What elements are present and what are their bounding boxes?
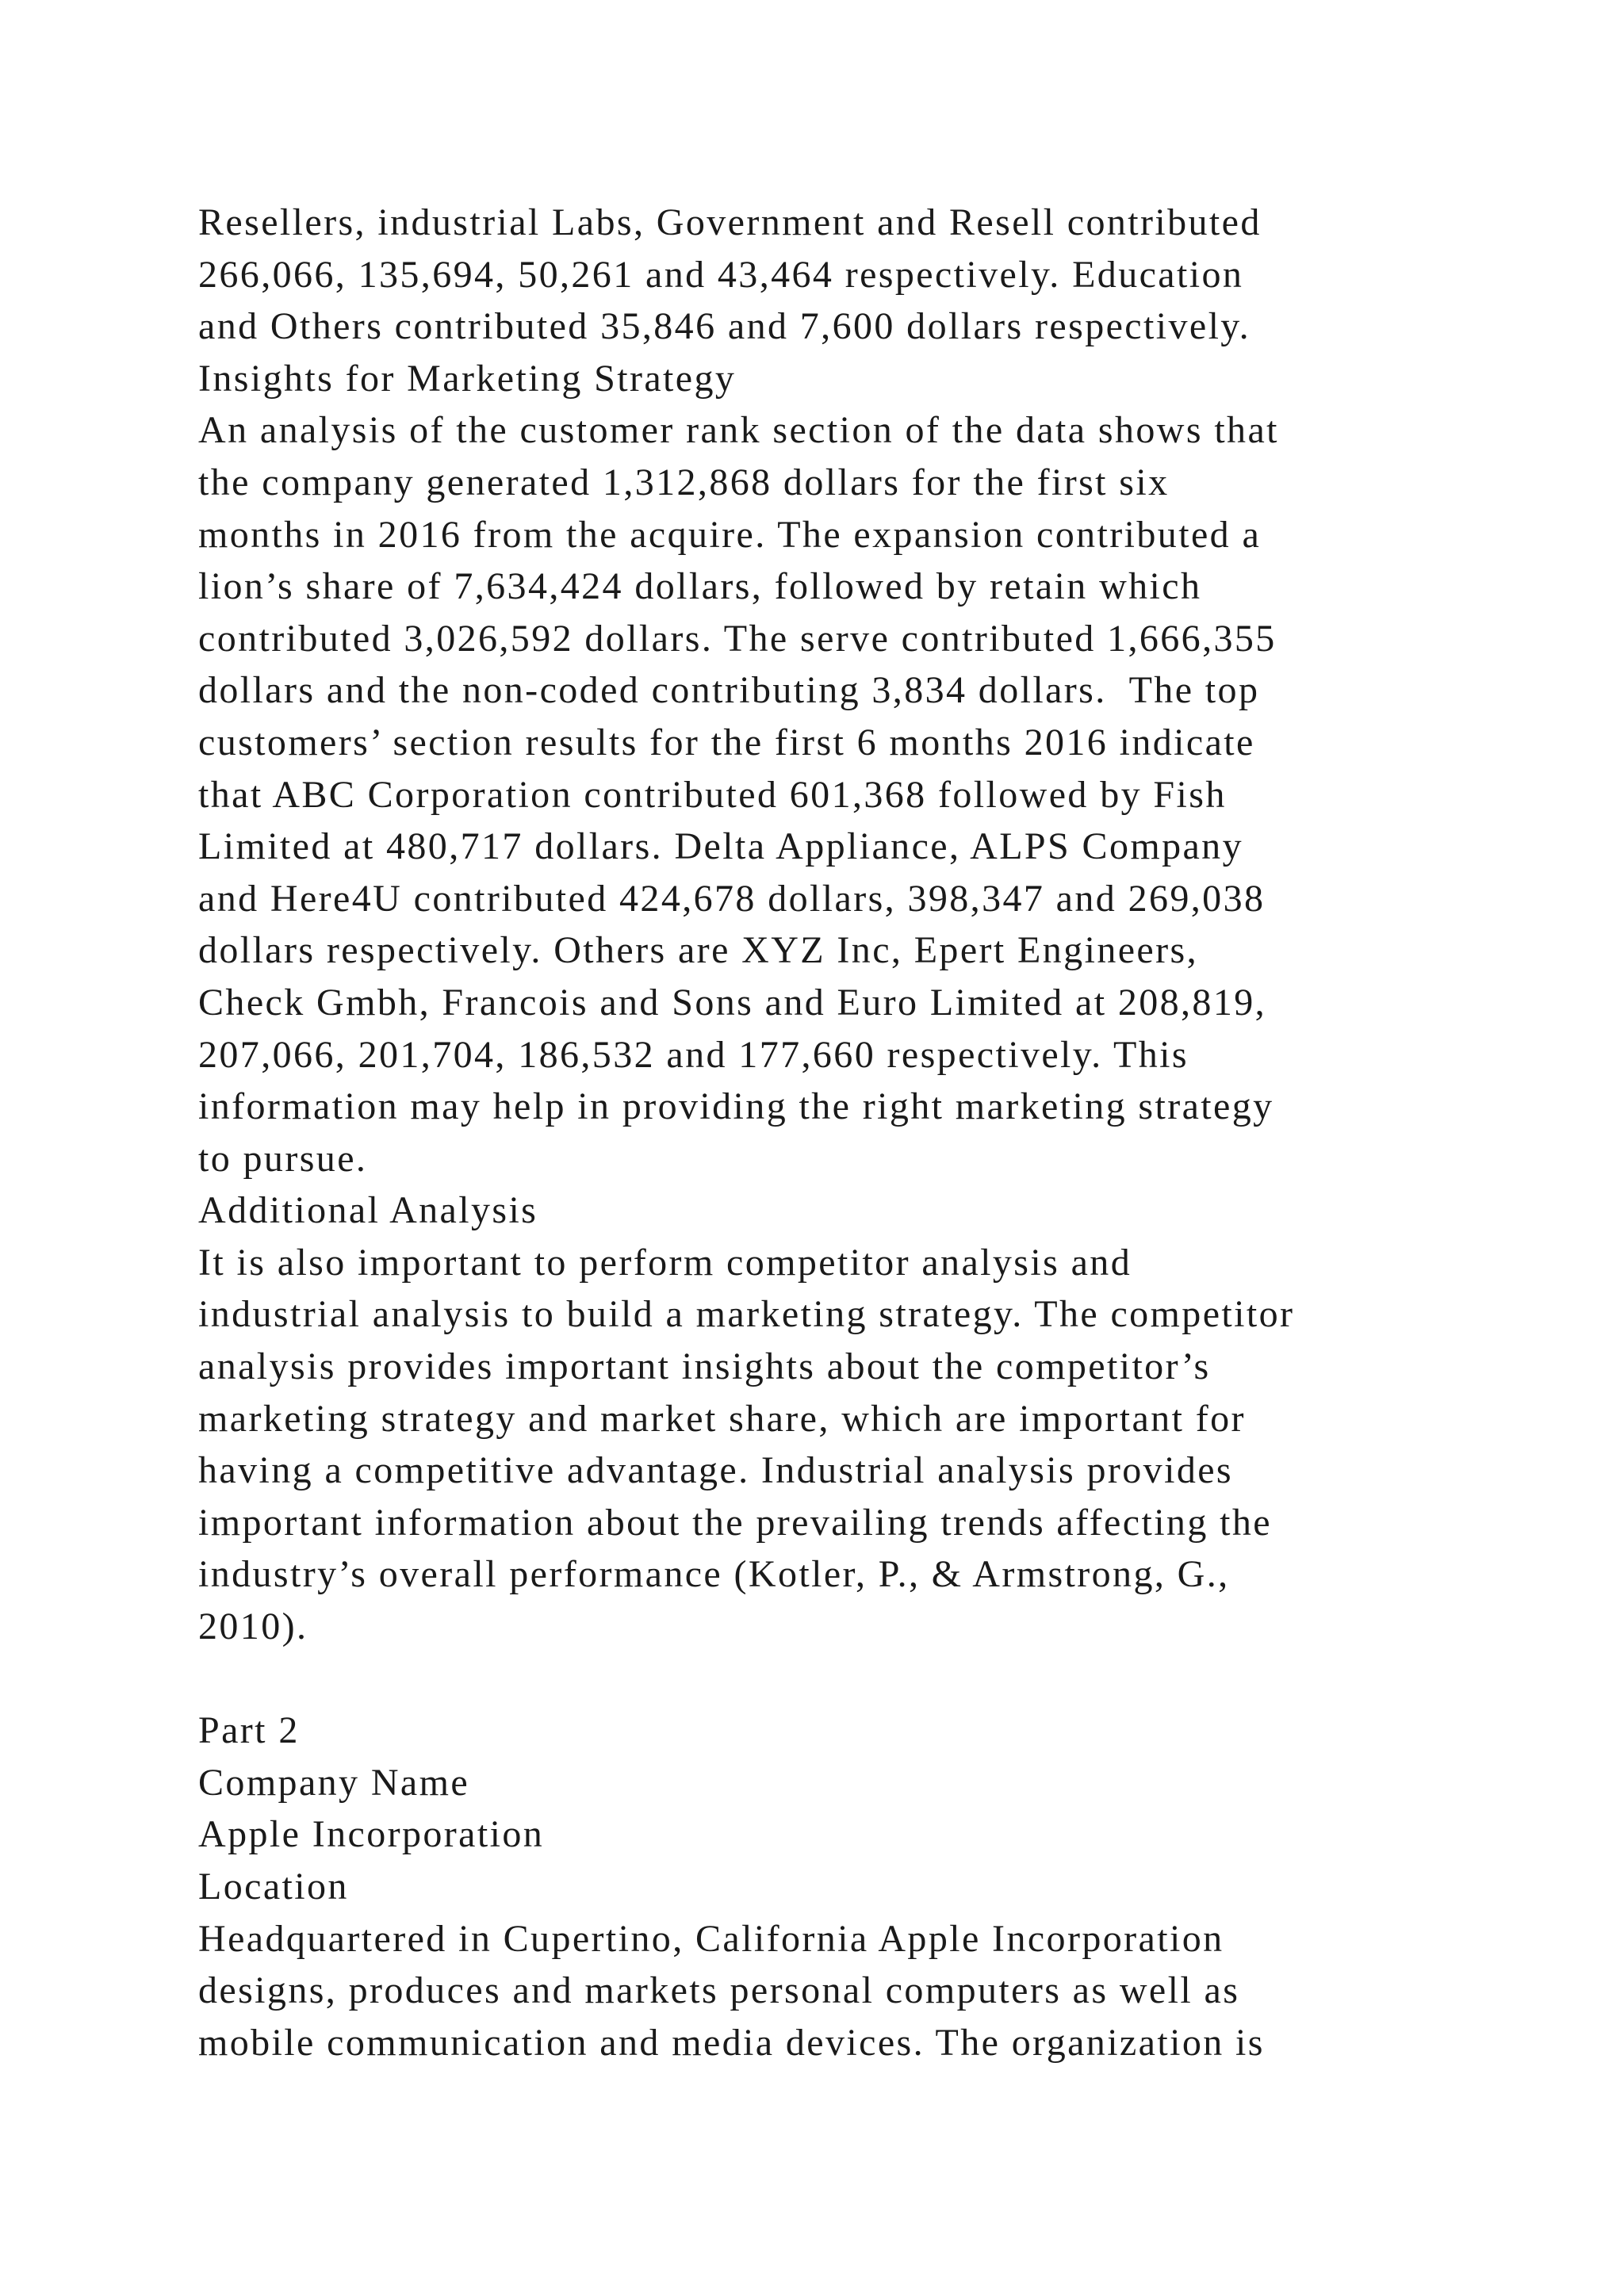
text-line: Check Gmbh, Francois and Sons and Euro Limited at 208,819, [198,981,1267,1024]
body-text [198,197,1546,2068]
text-line: mobile communication and media devices. The organization is [198,2021,1265,2064]
text-line: 207,066, 201,704, 186,532 and 177,660 respectively. This [198,1033,1189,1076]
text-line: Limited at 480,717 dollars. Delta Appliance, ALPS Company [198,825,1243,868]
text-line: 2010). [198,1605,308,1648]
text-line: marketing strategy and market share, which are important for [198,1397,1246,1440]
text-line: the company generated 1,312,868 dollars for the first six [198,461,1170,503]
text-line: An analysis of the customer rank section of the data shows that [198,409,1279,452]
text-line: customers’ section results for the first 6 months 2016 indicate [198,721,1255,763]
text-line: information may help in providing the right marketing strategy [198,1085,1274,1128]
text-line: months in 2016 from the acquire. The expansion contributed a [198,513,1262,556]
text-line: dollars respectively. Others are XYZ Inc, Epert Engineers, [198,929,1198,972]
text-line: contributed 3,026,592 dollars. The serve contributed 1,666,355 [198,617,1277,660]
text-line: important information about the prevailing trends affecting the [198,1501,1272,1544]
field-label: Location [198,1866,349,1908]
text-line: having a competitive advantage. Industrial analysis provides [198,1449,1233,1492]
text-line: and Others contributed 35,846 and 7,600 dollars respectively. [198,305,1251,348]
text-line: Headquartered in Cupertino, California Apple Incorporation [198,1917,1224,1960]
text-line: 266,066, 135,694, 50,261 and 43,464 respectively. Education [198,253,1244,296]
part-heading: Part 2 [198,1709,300,1752]
text-line: lion’s share of 7,634,424 dollars, followed by retain which [198,565,1202,608]
text-line: industry’s overall performance (Kotler, P., & Armstrong, G., [198,1553,1230,1596]
section-heading: Additional Analysis [198,1189,538,1232]
text-line: It is also important to perform competitor analysis and [198,1241,1132,1284]
section-heading: Insights for Marketing Strategy [198,357,737,400]
blank-line [198,1653,1546,1705]
text-line: and Here4U contributed 424,678 dollars, 398,347 and 269,038 [198,877,1266,920]
text-line: designs, produces and markets personal computers as well as [198,1969,1240,2012]
text-line: industrial analysis to build a marketing strategy. The competitor [198,1293,1295,1336]
text-line: that ABC Corporation contributed 601,368 followed by Fish [198,773,1227,816]
text-line: Resellers, industrial Labs, Government and Resell contributed [198,201,1262,243]
field-label: Company Name [198,1761,470,1804]
text-line: analysis provides important insights about the competitor’s [198,1345,1211,1388]
text-line: to pursue. [198,1137,368,1180]
text-line: dollars and the non-coded contributing 3,834 dollars. The top [198,669,1260,712]
company-name: Apple Incorporation [198,1813,545,1856]
